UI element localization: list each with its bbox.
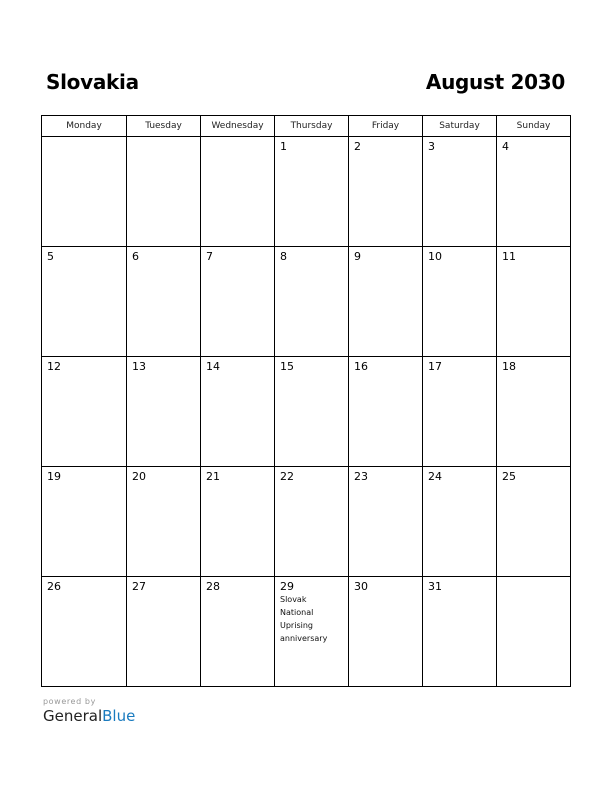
day-cell [127,577,201,687]
holiday-label: Uprising [280,621,313,630]
day-cell [42,247,127,357]
day-number: 24 [428,470,442,483]
day-number [497,577,570,580]
day-number: 21 [206,470,220,483]
day-cell [497,577,571,687]
day-cell [349,467,423,577]
day-number: 29 [280,580,294,593]
day-number: 18 [502,360,516,373]
day-number [42,137,126,140]
day-cell [497,247,571,357]
week-row [42,357,571,467]
day-cell [127,357,201,467]
day-cell [42,577,127,687]
footer [43,697,135,725]
week-row [42,467,571,577]
weekday-header-row [42,116,571,137]
holiday-label: anniversary [280,634,328,643]
day-number: 11 [502,250,516,263]
day-cell [127,137,201,247]
day-number: 6 [132,250,139,263]
day-cell [423,137,497,247]
day-cell [423,577,497,687]
day-number: 30 [354,580,368,593]
weekday-sunday: Sunday [497,116,571,137]
day-cell [127,467,201,577]
day-cell [275,577,349,687]
day-cell [275,467,349,577]
weekday-thursday: Thursday [275,116,349,137]
day-cell [349,137,423,247]
day-number: 22 [280,470,294,483]
day-number: 10 [428,250,442,263]
country-title: Slovakia [46,70,139,94]
week-row [42,247,571,357]
day-cell [201,137,275,247]
weekday-tuesday: Tuesday [127,116,201,137]
weekday-monday: Monday [42,116,127,137]
day-number: 16 [354,360,368,373]
brand-general: General [43,707,103,725]
weekday-saturday: Saturday [423,116,497,137]
holiday-label: Slovak [280,595,307,604]
day-number: 26 [47,580,61,593]
day-number: 23 [354,470,368,483]
holiday-label: National [280,608,314,617]
day-number: 8 [280,250,287,263]
weekday-wednesday: Wednesday [201,116,275,137]
month-year-title: August 2030 [425,70,565,94]
day-number: 14 [206,360,220,373]
day-cell [423,467,497,577]
brand-blue: Blue [102,707,136,725]
day-number: 1 [280,140,287,153]
day-number: 3 [428,140,435,153]
calendar-grid [41,115,571,687]
day-cell [275,137,349,247]
day-cell [201,357,275,467]
day-number: 13 [132,360,146,373]
powered-by-text: powered by [43,697,96,706]
day-number: 27 [132,580,146,593]
day-number: 31 [428,580,442,593]
day-number: 28 [206,580,220,593]
day-number: 12 [47,360,61,373]
day-number: 7 [206,250,213,263]
day-number: 15 [280,360,294,373]
day-cell [423,357,497,467]
day-number: 2 [354,140,361,153]
day-number: 25 [502,470,516,483]
day-cell [201,577,275,687]
day-number: 4 [502,140,509,153]
day-number: 19 [47,470,61,483]
day-cell [497,467,571,577]
day-cell [42,137,127,247]
generalblue-logo [43,707,135,725]
day-cell [127,247,201,357]
day-cell [349,247,423,357]
week-row [42,577,571,687]
day-cell [275,247,349,357]
day-number: 5 [47,250,54,263]
day-number [201,137,274,140]
day-cell [497,357,571,467]
day-cell [423,247,497,357]
day-number: 20 [132,470,146,483]
day-cell [42,467,127,577]
day-cell [497,137,571,247]
day-number: 17 [428,360,442,373]
day-cell [42,357,127,467]
day-cell [349,577,423,687]
day-cell [349,357,423,467]
week-row [42,137,571,247]
day-number: 9 [354,250,361,263]
day-cell [201,247,275,357]
day-cell [201,467,275,577]
day-cell [275,357,349,467]
weekday-friday: Friday [349,116,423,137]
day-number [127,137,200,140]
